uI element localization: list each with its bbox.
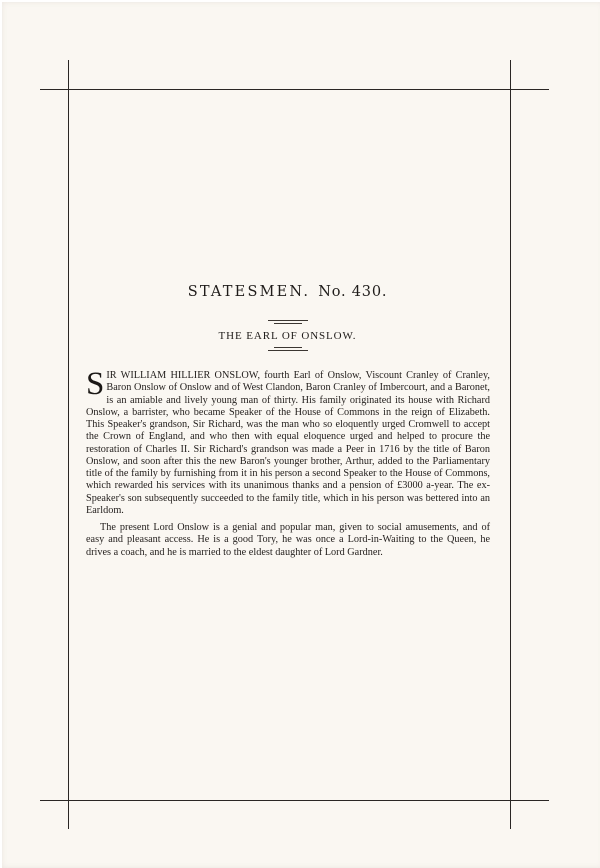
ornament-rule-upper-short bbox=[274, 323, 302, 324]
article-title: THE EARL OF ONSLOW. bbox=[218, 330, 357, 342]
drop-cap: S bbox=[86, 366, 105, 402]
series-number: No. 430. bbox=[318, 284, 388, 300]
paragraph-1 bbox=[86, 366, 490, 517]
top-border-rule bbox=[40, 89, 549, 90]
paragraph-1-text: IR WILLIAM HILLIER ONSLOW, fourth Earl of Onslow, Viscount Cranley of Cranley, Baron Onslow of Onslow and of West Clandon, Baron Cranley of Imbercourt, and a Baronet, is an amiable and lively young man of thirty. His family originated its house with Richard Onslow, a barrister, who became Speaker of the House of Commons in the reign of Elizabeth. This Speaker's grandson, Sir Richard, was the man who so eloquently urged Cromwell to accept the Crown of England, and who then with equal eloquence urged and helped to procure the restoration of Charles II. Sir Richard's grandson was made a Peer in 1716 by the title of Baron Onslow, and soon after this the new Baron's younger brother, Arthur, added to the Parliamentary title of the family by furnishing from it in his person a second Speaker to the House of Commons, which rewarded his services with its unanimous thanks and a pension of £3000 a-year. The ex-Speaker's son subsequently succeeded to the family title, which in his person was bettered into an Earldom. bbox=[86, 370, 490, 516]
ornament-rule-lower bbox=[268, 350, 308, 351]
article-body bbox=[86, 366, 490, 559]
right-border-rule bbox=[510, 60, 511, 829]
left-border-rule bbox=[68, 60, 69, 829]
page-heading bbox=[66, 284, 509, 300]
paragraph-2: The present Lord Onslow is a genial and popular man, given to social amusements, and of easy and pleasant access. He is a good Tory, he was once a Lord-in-Waiting to the Queen, he drives a coach, and he is married to the eldest daughter of Lord Gardner. bbox=[86, 522, 490, 558]
bottom-border-rule bbox=[40, 800, 549, 801]
ornament-rule-upper bbox=[268, 320, 308, 321]
series-title: STATESMEN. bbox=[187, 284, 311, 300]
ornament-rule-lower-short bbox=[274, 347, 302, 348]
